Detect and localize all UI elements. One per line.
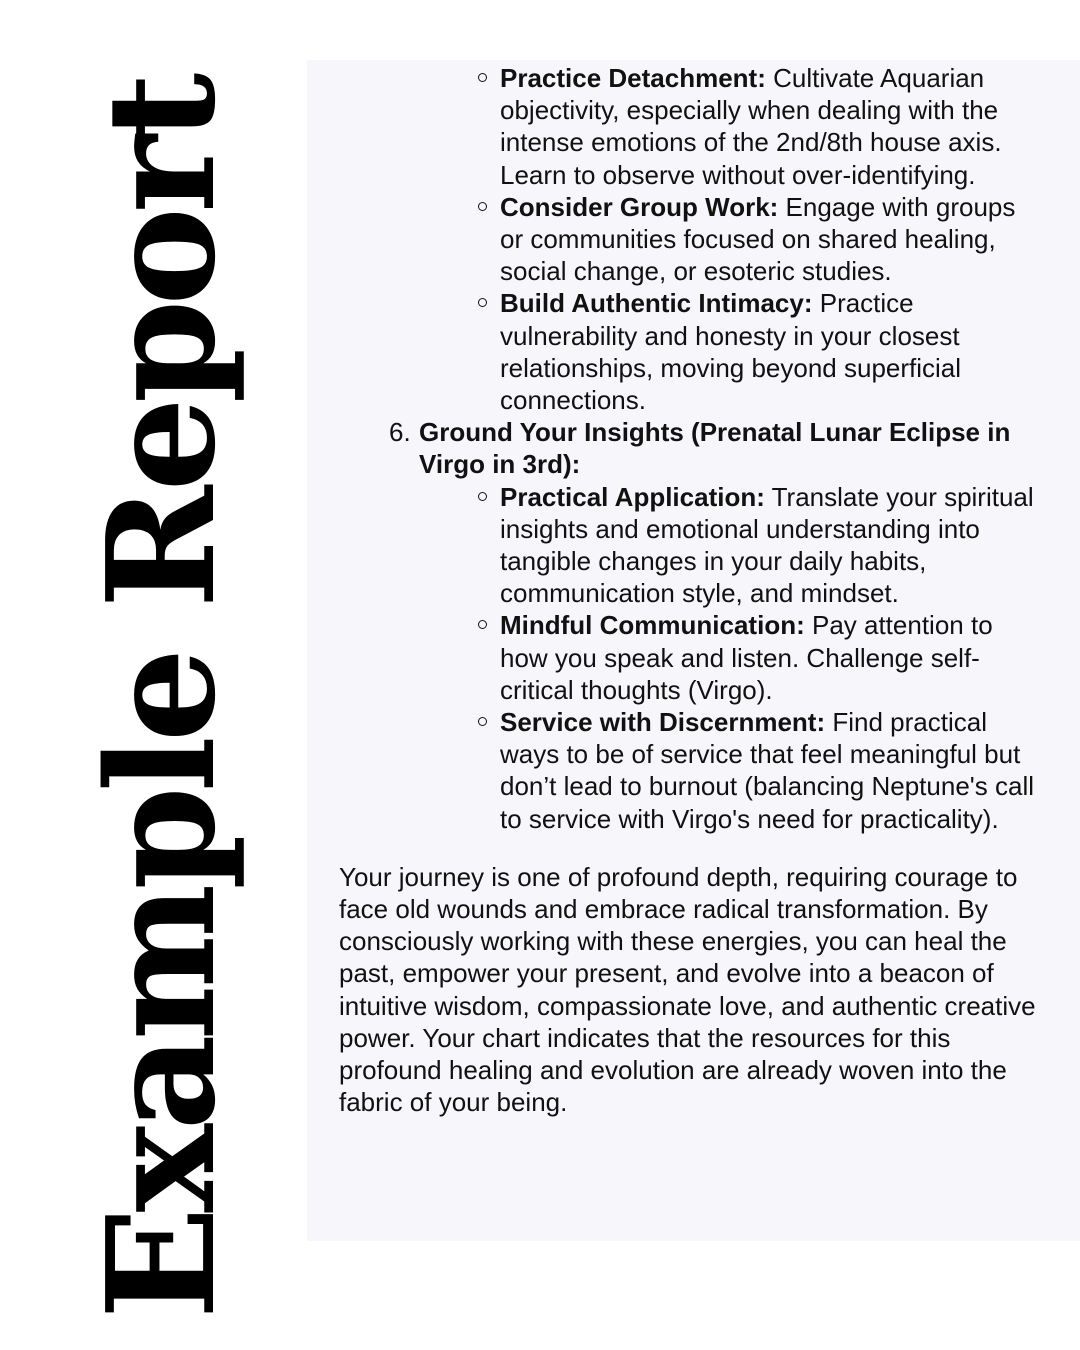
list-item-label: Build Authentic Intimacy: xyxy=(500,288,813,319)
report-panel xyxy=(307,60,1080,1241)
list-item xyxy=(500,481,1045,610)
hollow-bullet-icon xyxy=(478,492,487,501)
list-item-label: Mindful Communication: xyxy=(500,610,805,641)
list-item-text: Cultivate Aquarian objectivity, especially when dealing with the intense emotions of the 2nd/8th house axis. Learn to observe without over-identifying. xyxy=(500,63,1002,190)
list-item-label: Service with Discernment: xyxy=(500,707,826,738)
hollow-bullet-icon xyxy=(478,717,487,726)
hollow-bullet-icon xyxy=(478,73,487,82)
sub-list-grounding xyxy=(500,481,1045,835)
list-item-text: Translate your spiritual insights and emotional understanding into tangible changes in your daily habits, communication style, and mindset. xyxy=(500,481,1034,609)
sub-list-integration xyxy=(500,62,1045,416)
list-item xyxy=(500,287,1045,416)
report-content xyxy=(339,62,1054,1119)
list-item xyxy=(500,706,1045,835)
list-item-label: Practical Application: xyxy=(500,481,765,512)
list-item-text: Pay attention to how you speak and listen. Challenge self-critical thoughts (Virgo). xyxy=(500,610,993,705)
list-item-text: Find practical ways to be of service that feel meaningful but don’t lead to burnout (balancing Neptune's call to service with Virgo's need for practicality). xyxy=(500,707,1034,834)
item-heading: Ground Your Insights (Prenatal Lunar Eclipse in Virgo in 3rd): xyxy=(419,417,1011,480)
list-item-label: Practice Detachment: xyxy=(500,63,766,93)
hollow-bullet-icon xyxy=(478,298,487,307)
list-item xyxy=(500,609,1045,706)
list-item-label: Consider Group Work: xyxy=(500,191,779,222)
hollow-bullet-icon xyxy=(478,202,487,211)
closing-paragraph: Your journey is one of profound depth, requiring courage to face old wounds and embrace radical transformation. By consciously working with these energies, you can heal the past, empower your present, and evolve into a beacon of intuitive wisdom, compassionate love, and authentic creative power. Your chart indicates that the resources for this profound healing and evolution are already woven into the fabric of your being. xyxy=(339,861,1036,1118)
list-item xyxy=(500,191,1045,288)
list-item xyxy=(500,62,1045,191)
side-title-text: Example Report xyxy=(74,78,248,1320)
hollow-bullet-icon xyxy=(478,620,487,629)
numbered-item-6 xyxy=(389,416,1034,480)
list-item-text: Engage with groups or communities focused on shared healing, social change, or esoteric studies. xyxy=(500,191,1016,287)
side-title xyxy=(74,78,248,1320)
list-item-text: Practice vulnerability and honesty in your closest relationships, moving beyond superficial connections. xyxy=(500,288,962,416)
item-number: 6. xyxy=(389,417,411,448)
